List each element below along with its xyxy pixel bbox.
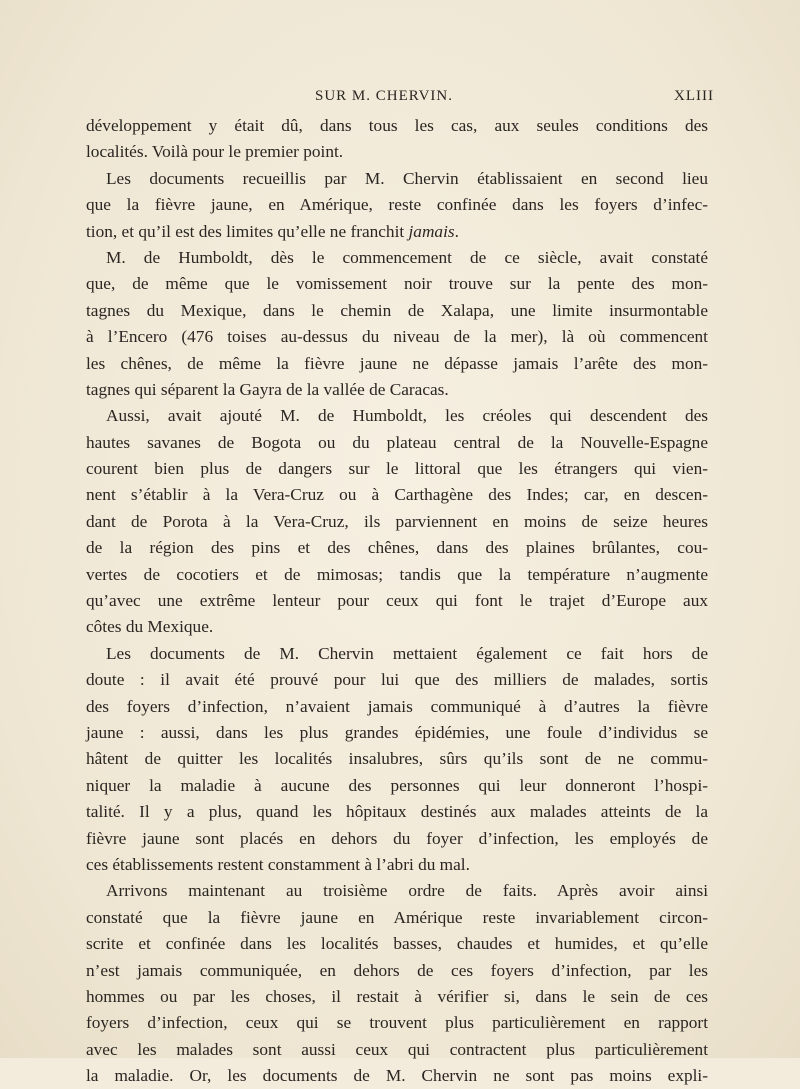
text-line: Arrivons maintenant au troisième ordre de faits. Après avoir ainsi bbox=[106, 881, 708, 901]
text-line: Les documents recueillis par M. Chervin établissaient en second lieu bbox=[106, 168, 708, 188]
body-text bbox=[86, 113, 708, 1089]
text-line: nent s’établir à la Vera-Cruz ou à Carthagène des Indes; car, en descen- bbox=[86, 485, 708, 505]
text-line: talité. Il y a plus, quand les hôpitaux destinés aux malades atteints de la bbox=[86, 802, 708, 822]
text-line: Aussi, avait ajouté M. de Humboldt, les créoles qui descendent des bbox=[106, 406, 708, 426]
text-line: doute : il avait été prouvé pour lui que des milliers de malades, sortis bbox=[86, 670, 708, 690]
text-line: fièvre jaune sont placés en dehors du foyer d’infection, les employés de bbox=[86, 828, 708, 848]
text-line: tion, et qu’il est des limites qu’elle ne franchit jamais. bbox=[86, 221, 459, 241]
text-line: vertes de cocotiers et de mimosas; tandis que la température n’augmente bbox=[86, 564, 708, 584]
text-line: niquer la maladie à aucune des personnes qui leur donneront l’hospi- bbox=[86, 775, 708, 795]
text-line: Les documents de M. Chervin mettaient également ce fait hors de bbox=[106, 643, 708, 663]
text-line: hautes savanes de Bogota ou du plateau central de la Nouvelle-Espagne bbox=[86, 432, 708, 452]
text-line: tagnes du Mexique, dans le chemin de Xalapa, une limite insurmontable bbox=[86, 300, 708, 320]
page-number: XLIII bbox=[674, 88, 714, 104]
text-line: scrite et confinée dans les localités basses, chaudes et humides, et qu’elle bbox=[86, 934, 708, 954]
running-title: SUR M. CHERVIN. bbox=[315, 88, 453, 104]
text-line: tagnes qui séparent la Gayra de la vallée de Caracas. bbox=[86, 379, 449, 399]
text-line: des foyers d’infection, n’avaient jamais communiqué à d’autres la fièvre bbox=[86, 696, 708, 716]
text-line: jaune : aussi, dans les plus grandes épidémies, une foule d’individus se bbox=[86, 722, 708, 742]
text-line: à l’Encero (476 toises au-dessus du niveau de la mer), là où commencent bbox=[86, 327, 708, 347]
text-line: que la fièvre jaune, en Amérique, reste confinée dans les foyers d’infec- bbox=[86, 195, 708, 215]
text-line: les chênes, de même la fièvre jaune ne dépasse jamais l’arête des mon- bbox=[86, 353, 708, 373]
text-line: constaté que la fièvre jaune en Amérique reste invariablement circon- bbox=[86, 907, 708, 927]
text-line: de la région des pins et des chênes, dans des plaines brûlantes, cou- bbox=[86, 538, 708, 558]
text-line: qu’avec une extrême lenteur pour ceux qui font le trajet d’Europe aux bbox=[86, 591, 708, 611]
text-line: hâtent de quitter les localités insalubres, sûrs qu’ils sont de ne commu- bbox=[86, 749, 708, 769]
text-line: localités. Voilà pour le premier point. bbox=[86, 142, 344, 162]
text-line: côtes du Mexique. bbox=[86, 617, 214, 637]
text-line: la maladie. Or, les documents de M. Chervin ne sont pas moins expli- bbox=[86, 1066, 708, 1086]
text-line: développement y était dû, dans tous les cas, aux seules conditions des bbox=[86, 116, 708, 135]
text-line: courent bien plus de dangers sur le littoral que les étrangers qui vien- bbox=[86, 459, 708, 479]
text-line: dant de Porota à la Vera-Cruz, ils parviennent en moins de seize heures bbox=[86, 511, 708, 531]
text-line: ces établissements restent constamment à l’abri du mal. bbox=[86, 854, 470, 874]
text-line: hommes ou par les choses, il restait à vérifier si, dans le sein de ces bbox=[86, 986, 708, 1006]
text-line: que, de même que le vomissement noir trouve sur la pente des mon- bbox=[86, 274, 708, 294]
running-header bbox=[0, 88, 800, 112]
text-line: foyers d’infection, ceux qui se trouvent plus particulièrement en rapport bbox=[86, 1013, 708, 1033]
text-line: n’est jamais communiquée, en dehors de ces foyers d’infection, par les bbox=[86, 960, 708, 980]
text-line: M. de Humboldt, dès le commencement de ce siècle, avait constaté bbox=[106, 247, 708, 267]
text-line: avec les malades sont aussi ceux qui contractent plus particulièrement bbox=[86, 1039, 708, 1059]
